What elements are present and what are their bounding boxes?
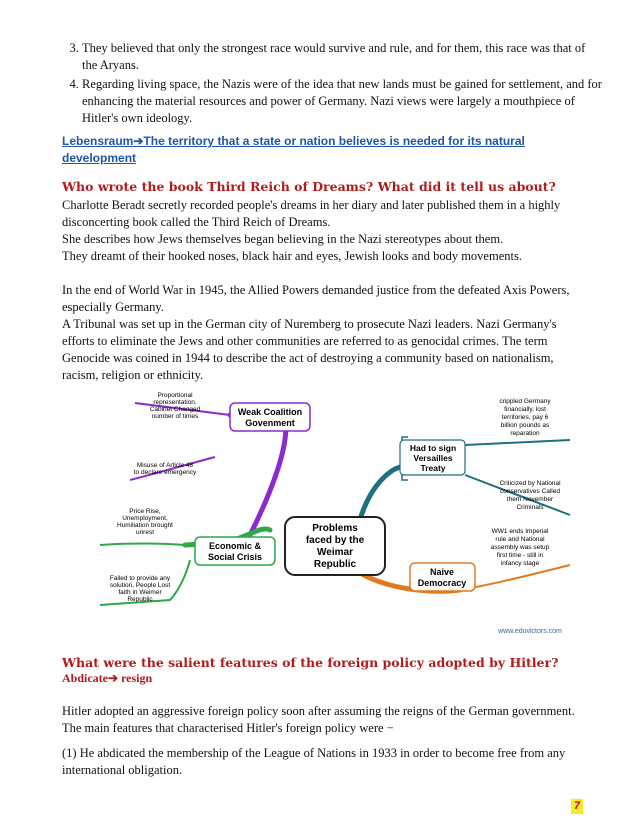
section-heading-foreign-policy: What were the salient features of the foreign policy adopted by Hitler?: [62, 655, 559, 670]
foreign-policy-point-1: (1) He abdicated the membership of the League of Nations in 1933 in order to become free from any international obligation.: [62, 746, 566, 777]
arrow-icon: ➔: [108, 671, 119, 685]
weimar-mindmap: [90, 385, 590, 640]
center-line: Weimar: [317, 547, 353, 558]
naive-note: assembly was setup: [490, 544, 550, 551]
economic-note1-line: [100, 544, 185, 546]
list-item: 3. They believed that only the strongest race would survive and rule, and for them, this race was that of the Aryans.: [82, 40, 602, 74]
economic-title: Social Crisis: [207, 552, 263, 562]
dreams-paragraph: [62, 197, 582, 265]
abdicate-meaning: resign: [121, 671, 153, 685]
versailles-note: billion pounds as: [500, 422, 550, 429]
versailles-title: Versailles: [413, 453, 453, 463]
center-line: Republic: [313, 559, 357, 570]
economic-note: Failed to provide any: [109, 575, 171, 582]
lebensraum-definition: [62, 133, 582, 167]
weak-title: Weak Coalition: [237, 407, 303, 417]
naive-title: Democracy: [417, 578, 467, 588]
weak-note: to declare emergency: [133, 469, 197, 476]
versailles-title: Treaty: [420, 463, 446, 473]
weak-note: number of times: [151, 413, 199, 420]
versailles-note: crippled Germany: [499, 398, 551, 405]
naive-note-line: [460, 565, 570, 590]
center-line: faced by the: [305, 535, 365, 546]
abdicate-term: Abdicate: [62, 671, 108, 685]
naive-note: WW1 ends Imperial: [491, 528, 549, 535]
naive-note: rule and National: [495, 536, 545, 543]
versailles-note: them November: [506, 496, 554, 503]
weak-note: Cabinet Changed: [149, 406, 201, 413]
versailles-note: Criticized by National: [499, 480, 561, 487]
economic-note: Republic: [127, 596, 153, 603]
versailles-note: conservatives Called: [500, 488, 560, 495]
economic-note: unrest: [135, 529, 155, 536]
paragraph-line: They dreamt of their hooked noses, black hair and eyes, Jewish looks and body movements.: [62, 249, 522, 263]
versailles-branch: [360, 467, 400, 520]
lebensraum-definition-text: The territory that a state or nation believes is needed for its natural development: [62, 134, 525, 165]
versailles-note1-line: [465, 440, 570, 445]
list-item: 4. Regarding living space, the Nazis were of the idea that new lands must be gained for settlement, and for enhancing the material resources and power of Germany. Nazi views were largely a mouthpiece of Hitler's own ideology.: [82, 76, 602, 127]
credit-text: www.eduvictors.com: [498, 628, 562, 635]
economic-note: faith in Weimer: [118, 589, 162, 596]
nuremberg-paragraph: [62, 282, 582, 384]
versailles-note: territories, pay 6: [501, 414, 549, 421]
weak-note: Misuse of Article 48: [136, 462, 194, 469]
economic-note: Price Rise,: [129, 508, 161, 515]
page-number: 7: [571, 799, 583, 814]
section-heading-dreams: Who wrote the book Third Reich of Dreams? What did it tell us about?: [62, 179, 556, 194]
paragraph-line: A Tribunal was set up in the German city of Nuremberg to prosecute Nazi leaders. Nazi Germany's efforts to eliminate the Jews and other communities are referred to as genocidal crimes. The term Genocide was coined in 1944 to describe the act of destroying a community based on nationalism, racism, religion or ethnicity.: [62, 317, 557, 382]
naive-note: infancy stage: [500, 560, 540, 567]
foreign-policy-paragraph: Hitler adopted an aggressive foreign policy soon after assuming the reigns of the German government. The main features that characterised Hitler's foreign policy were −: [62, 704, 575, 735]
economic-note: solution, People Lost: [109, 582, 171, 589]
arrow-icon: ➔: [133, 134, 144, 148]
numbered-list: [62, 40, 602, 129]
economic-note: Unemployment,: [122, 515, 168, 522]
paragraph-line: She describes how Jews themselves began believing in the Nazi stereotypes about them.: [62, 232, 504, 246]
weak-note: representation.: [153, 399, 197, 406]
versailles-note: reparation: [510, 430, 540, 437]
versailles-title: Had to sign: [409, 443, 457, 453]
weak-note: Proportional: [157, 392, 193, 399]
weak-title: Govenment: [245, 418, 295, 428]
naive-title: Naive: [429, 567, 455, 577]
versailles-note: Criminals: [516, 504, 544, 511]
versailles-note: financially, lost: [504, 406, 546, 413]
paragraph-line: Charlotte Beradt secretly recorded people's dreams in her diary and later published them in a highly disconcerting book called the Third Reich of Dreams.: [62, 198, 561, 229]
center-line: Problems: [312, 523, 358, 534]
lebensraum-term: Lebensraum: [62, 134, 134, 148]
economic-note: Humiliation brought: [116, 522, 174, 529]
paragraph-line: In the end of World War in 1945, the Allied Powers demanded justice from the defeated Axis Powers, especially Germany.: [62, 283, 570, 314]
economic-title: Economic &: [208, 541, 262, 551]
naive-note: first time - still in: [496, 552, 544, 559]
abdicate-definition: [62, 670, 582, 687]
